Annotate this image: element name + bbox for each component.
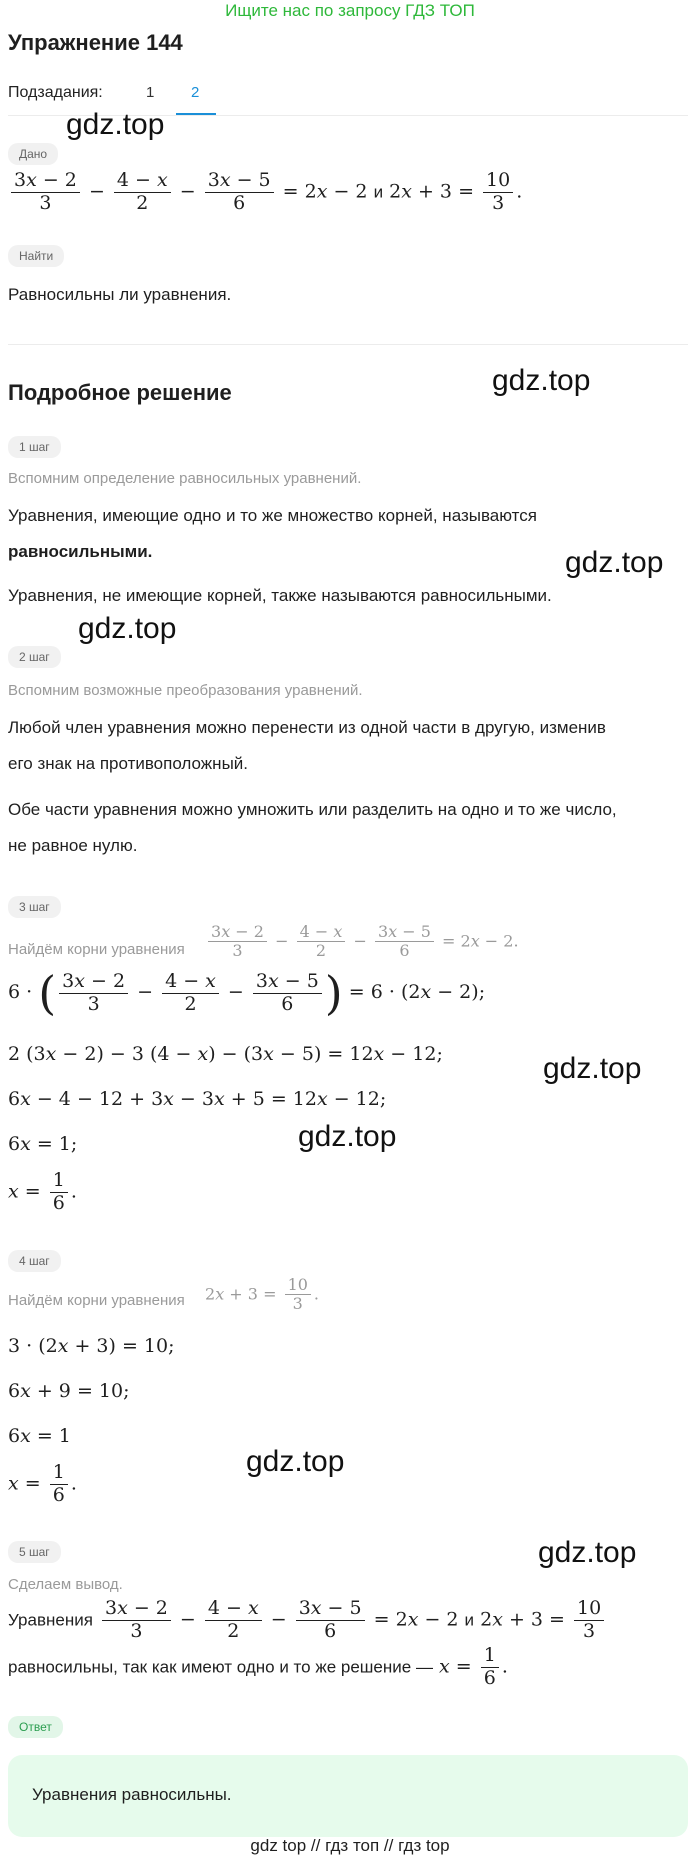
step-5-tail: равносильны, так как имеют одно и то же решение — [8,1657,433,1677]
step-3-line-5: x = $\frac{1}{6}$ . [8,1169,77,1214]
subtask-tab-2[interactable]: 2 [191,84,200,101]
step-4-line-4: x = $\frac{1}{6}$ . [8,1461,77,1506]
step-3-line-4: 6x = 1; [8,1133,78,1155]
given-equations: $\frac{3x - 2}{3}$ − $\frac{4 - x}{2}$ − $\frac{3x - 5}{6}$ = 2x − 2 и 2x + 3 = $\frac{10}{3}$ . [8,170,522,215]
given-chip: Дано [8,143,58,165]
watermark: gdz.top [66,108,165,141]
step-1-chip: 1 шаг [8,436,61,458]
step-4-line-2: 6x + 9 = 10; [8,1380,130,1402]
answer-chip: Ответ [8,1716,63,1738]
watermark: gdz.top [565,546,664,579]
watermark: gdz.top [538,1536,637,1569]
watermark: gdz.top [298,1120,397,1153]
page-title: Упражнение 144 [8,30,183,55]
step-5-conclusion-2: равносильны, так как имеют одно и то же решение — x = $\frac{1}{6}$ . [8,1644,508,1689]
answer-text: Уравнения равносильны. [32,1785,232,1804]
step-5-lead: Уравнения [8,1610,93,1630]
step-3-equation: $\frac{3x - 2}{3}$ − $\frac{4 - x}{2}$ − $\frac{3x - 5}{6}$ = 2x − 2. [205,923,519,961]
step-2-hint: Вспомним возможные преобразования уравнений. [8,682,363,699]
step-5-conclusion: Уравнения $\frac{3x - 2}{3}$ − $\frac{4 - x}{2}$ − $\frac{3x - 5}{6}$ = 2x − 2 и 2x + 3 = $\frac{10}{3}$ [8,1598,607,1643]
step-1-text-2: Уравнения, не имеющие корней, также называются равносильными. [8,586,552,605]
step-5-hint: Сделаем вывод. [8,1576,123,1593]
step-5-chip: 5 шаг [8,1541,61,1563]
subtask-tab-1[interactable]: 1 [146,84,155,101]
watermark: gdz.top [78,612,177,645]
divider [8,344,688,345]
step-2-text: не равное нулю. [8,836,138,855]
step-3-chip: 3 шаг [8,896,61,918]
step-3-hint: Найдём корни уравнения [8,941,185,958]
step-3-line-1: 6 · ( $\frac{3x - 2}{3}$ − $\frac{4 - x}{2}$ − $\frac{3x - 5}{6}$ ) = 6 · (2x − 2); [8,966,486,1020]
step-3-line-3: 6x − 4 − 12 + 3x − 3x + 5 = 12x − 12; [8,1088,387,1110]
step-1-hint: Вспомним определение равносильных уравнений. [8,470,362,487]
step-2-text: Любой член уравнения можно перенести из одной части в другую, изменив [8,718,606,737]
step-2-chip: 2 шаг [8,646,61,668]
watermark: gdz.top [246,1445,345,1478]
step-4-equation: 2x + 3 = $\frac{10}{3}$ . [205,1275,320,1314]
and-word: и [464,1610,475,1630]
watermark: gdz.top [492,364,591,397]
step-4-chip: 4 шаг [8,1250,61,1272]
and-word: и [373,182,384,202]
promo-banner[interactable]: Ищите нас по запросу ГДЗ ТОП [225,1,475,20]
step-2-text: его знак на противоположный. [8,754,249,773]
watermark: gdz.top [543,1052,642,1085]
step-2-text: Обе части уравнения можно умножить или разделить на одно и то же число, [8,800,617,819]
find-text: Равносильны ли уравнения. [8,285,232,304]
step-3-line-2: 2 (3x − 2) − 3 (4 − x) − (3x − 5) = 12x − 12; [8,1043,443,1065]
step-1-text: Уравнения, имеющие одно и то же множество корней, называются [8,506,537,525]
find-chip: Найти [8,245,64,267]
subtasks-label: Подзадания: [8,84,103,101]
solution-title: Подробное решение [8,380,232,405]
step-4-line-3: 6x = 1 [8,1425,71,1447]
step-4-hint: Найдём корни уравнения [8,1292,185,1309]
step-4-line-1: 3 · (2x + 3) = 10; [8,1335,175,1357]
footer-links[interactable]: gdz top // гдз топ // гдз top [250,1836,450,1855]
step-1-term: равносильными. [8,542,153,561]
